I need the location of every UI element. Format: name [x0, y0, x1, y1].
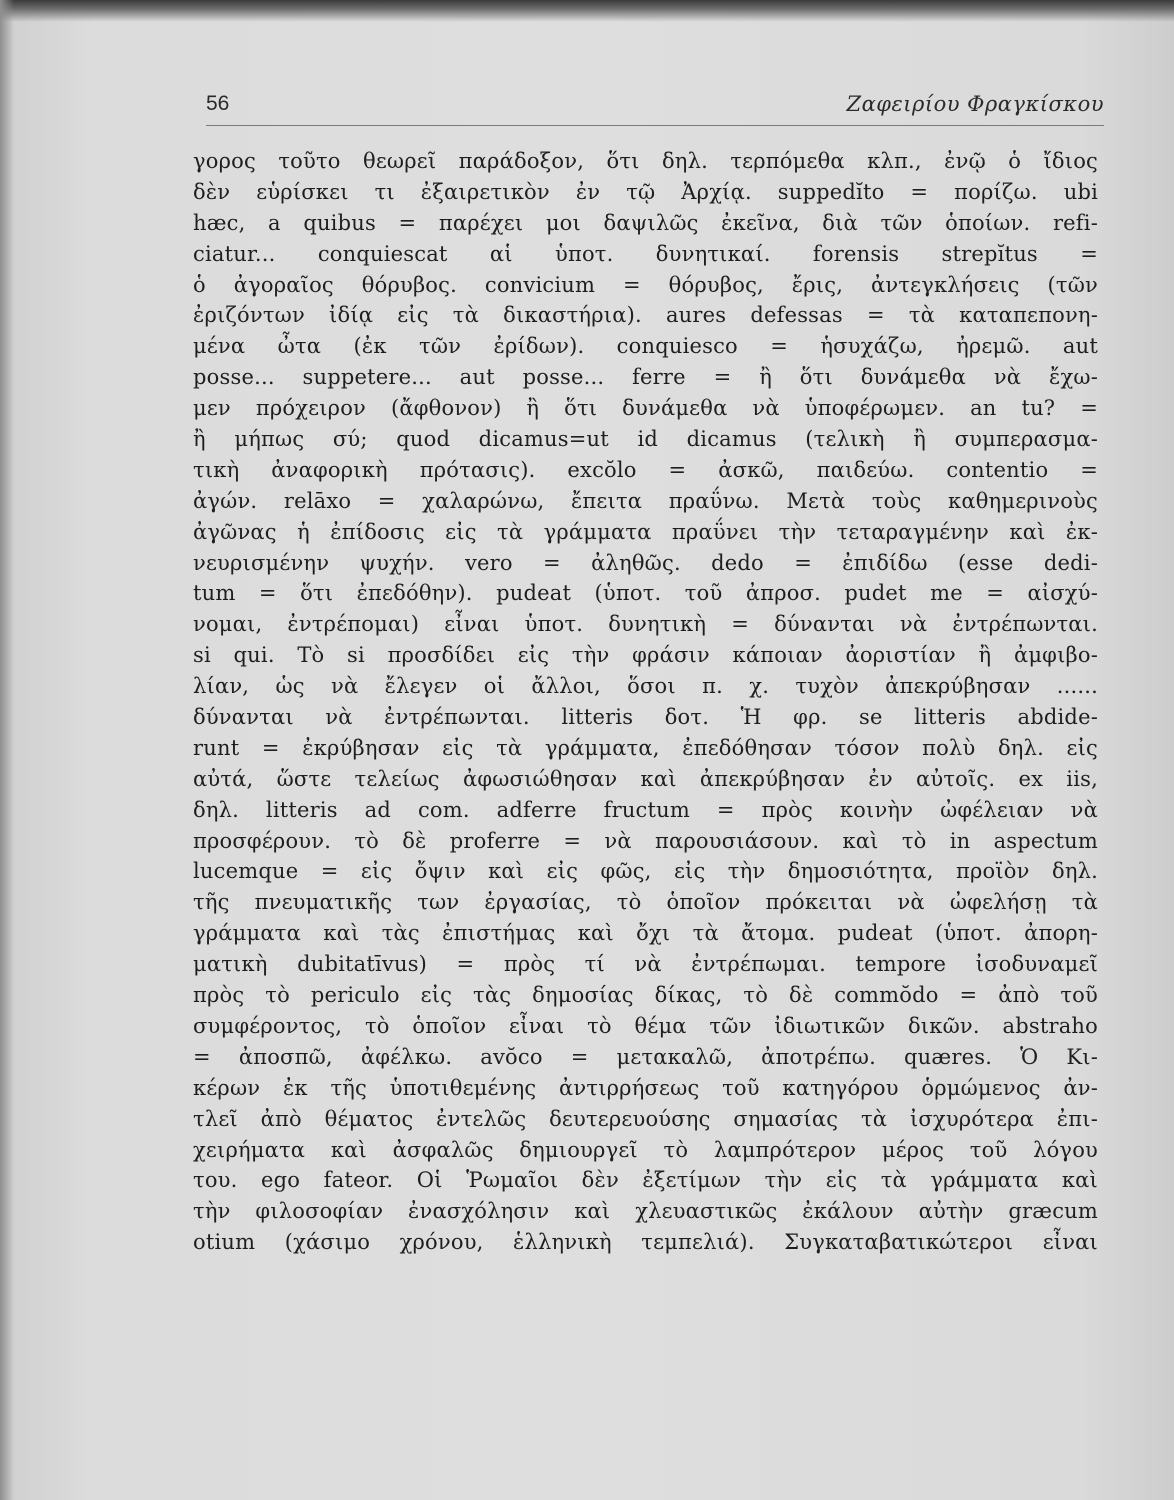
running-head: Ζαφειρίου Φραγκίσκου — [846, 92, 1104, 116]
body-text — [193, 146, 1098, 1258]
text-line: = ἀποσπῶ, ἀφέλκω. avŏco = μετακαλῶ, ἀποτρέπω. quæres. Ὁ Κι- — [193, 1044, 1098, 1069]
text-line: μένα ὦτα (ἐκ τῶν ἐρίδων). conquiesco = ἡσυχάζω, ἠρεμῶ. aut — [193, 334, 1098, 359]
text-line: πρὸς τὸ periculo εἰς τὰς δημοσίας δίκας, τὸ δὲ commŏdo = ἀπὸ τοῦ — [193, 983, 1098, 1008]
text-line: αὐτά, ὥστε τελείως ἀφωσιώθησαν καὶ ἀπεκρύβησαν ἐν αὐτοῖς. ex iis, — [193, 766, 1098, 791]
text-line: δὲν εὑρίσκει τι ἐξαιρετικὸν ἐν τῷ Ἀρχίᾳ. suppedĭto = πορίζω. ubi — [193, 179, 1098, 204]
text-line: τλεῖ ἀπὸ θέματος ἐντελῶς δευτερευούσης σημασίας τὰ ἰσχυρότερα ἐπι- — [193, 1106, 1098, 1131]
text-line: ὁ ἀγοραῖος θόρυβος. convicium = θόρυβος, ἔρις, ἀντεγκλήσεις (τῶν — [193, 272, 1098, 297]
text-line: ἢ μήπως σύ; quod dicamus=ut id dicamus (τελικὴ ἢ συμπερασμα- — [193, 427, 1098, 452]
text-line: hæc, a quibus = παρέχει μοι δαψιλῶς ἐκεῖνα, διὰ τῶν ὁποίων. refi- — [193, 210, 1098, 235]
text-line: λίαν, ὡς νὰ ἔλεγεν οἱ ἄλλοι, ὅσοι π. χ. τυχὸν ἀπεκρύβησαν ...... — [193, 674, 1098, 699]
text-line: χειρήματα καὶ ἀσφαλῶς δημιουργεῖ τὸ λαμπρότερον μέρος τοῦ λόγου — [193, 1137, 1098, 1162]
text-line: νομαι, ἐντρέπομαι) εἶναι ὑποτ. δυνητικὴ = δύνανται νὰ ἐντρέπωνται. — [193, 612, 1098, 637]
text-line: si qui. Τὸ si προσδίδει εἰς τὴν φράσιν κάποιαν ἀοριστίαν ἢ ἀμφιβο- — [193, 643, 1098, 668]
text-line: του. ego fateor. Οἱ Ῥωμαῖοι δὲν ἐξετίμων τὴν εἰς τὰ γράμματα καὶ — [193, 1168, 1098, 1193]
text-line: posse... suppetere... aut posse... ferre = ἢ ὅτι δυνάμεθα νὰ ἔχω- — [193, 365, 1098, 390]
page-header — [206, 86, 1104, 130]
text-line: ἀγῶνας ἡ ἐπίδοσις εἰς τὰ γράμματα πραΰνει τὴν τεταραγμένην καὶ ἐκ- — [193, 519, 1098, 544]
header-rule — [206, 125, 1104, 126]
scan-left-shadow — [0, 0, 14, 1500]
text-line: ματικὴ dubitatīvus) = πρὸς τί νὰ ἐντρέπωμαι. tempore ἰσοδυναμεῖ — [193, 952, 1098, 977]
scan-top-shadow — [0, 0, 1174, 22]
text-line: τὴν φιλοσοφίαν ἐνασχόλησιν καὶ χλευαστικῶς ἐκάλουν αὐτὴν græcum — [193, 1199, 1098, 1224]
text-line: δύνανται νὰ ἐντρέπωνται. litteris δοτ. Ἡ φρ. se litteris abdide- — [193, 705, 1098, 730]
text-line: lucemque = εἰς ὄψιν καὶ εἰς φῶς, εἰς τὴν δημοσιότητα, προϊὸν δηλ. — [193, 859, 1098, 884]
text-line: τῆς πνευματικῆς των ἐργασίας, τὸ ὁποῖον πρόκειται νὰ ὠφελήσῃ τὰ — [193, 890, 1098, 915]
text-line: μεν πρόχειρον (ἄφθονον) ἢ ὅτι δυνάμεθα νὰ ὑποφέρωμεν. an tu? = — [193, 396, 1098, 421]
text-line: ἀγών. relāxo = χαλαρώνω, ἔπειτα πραΰνω. Μετὰ τοὺς καθημερινοὺς — [193, 488, 1098, 513]
text-line: ciatur... conquiescat αἱ ὑποτ. δυνητικαί. forensis strepĭtus = — [193, 241, 1098, 266]
page-number: 56 — [206, 92, 230, 115]
text-line: κέρων ἐκ τῆς ὑποτιθεμένης ἀντιρρήσεως τοῦ κατηγόρου ὁρμώμενος ἀν- — [193, 1075, 1098, 1100]
text-line: runt = ἐκρύβησαν εἰς τὰ γράμματα, ἐπεδόθησαν τόσον πολὺ δηλ. εἰς — [193, 735, 1098, 760]
text-line: συμφέροντος, τὸ ὁποῖον εἶναι τὸ θέμα τῶν ἰδιωτικῶν δικῶν. abstraho — [193, 1013, 1098, 1038]
text-line: γράμματα καὶ τὰς ἐπιστήμας καὶ ὄχι τὰ ἄτομα. pudeat (ὑποτ. ἀπορη- — [193, 921, 1098, 946]
text-line: νευρισμένην ψυχήν. vero = ἀληθῶς. dedo = ἐπιδίδω (esse dedi- — [193, 550, 1098, 575]
text-line: γορος τοῦτο θεωρεῖ παράδοξον, ὅτι δηλ. τερπόμεθα κλπ., ἐνῷ ὁ ἴδιος — [193, 149, 1098, 173]
text-line: ἐριζόντων ἰδίᾳ εἰς τὰ δικαστήρια). aures defessas = τὰ καταπεπονη- — [193, 303, 1098, 328]
text-line: προσφέρουν. τὸ δὲ proferre = νὰ παρουσιάσουν. καὶ τὸ in aspectum — [193, 828, 1098, 853]
text-line: δηλ. litteris ad com. adferre fructum = πρὸς κοινὴν ὠφέλειαν νὰ — [193, 797, 1098, 822]
text-line: otium (χάσιμο χρόνου, ἑλληνικὴ τεμπελιά). Συγκαταβατικώτεροι εἶναι — [193, 1230, 1098, 1255]
text-line: τικὴ ἀναφορικὴ πρότασις). excŏlo = ἀσκῶ, παιδεύω. contentio = — [193, 457, 1098, 482]
text-line: tum = ὅτι ἐπεδόθην). pudeat (ὑποτ. τοῦ ἀπροσ. pudet me = αἰσχύ- — [193, 581, 1098, 606]
